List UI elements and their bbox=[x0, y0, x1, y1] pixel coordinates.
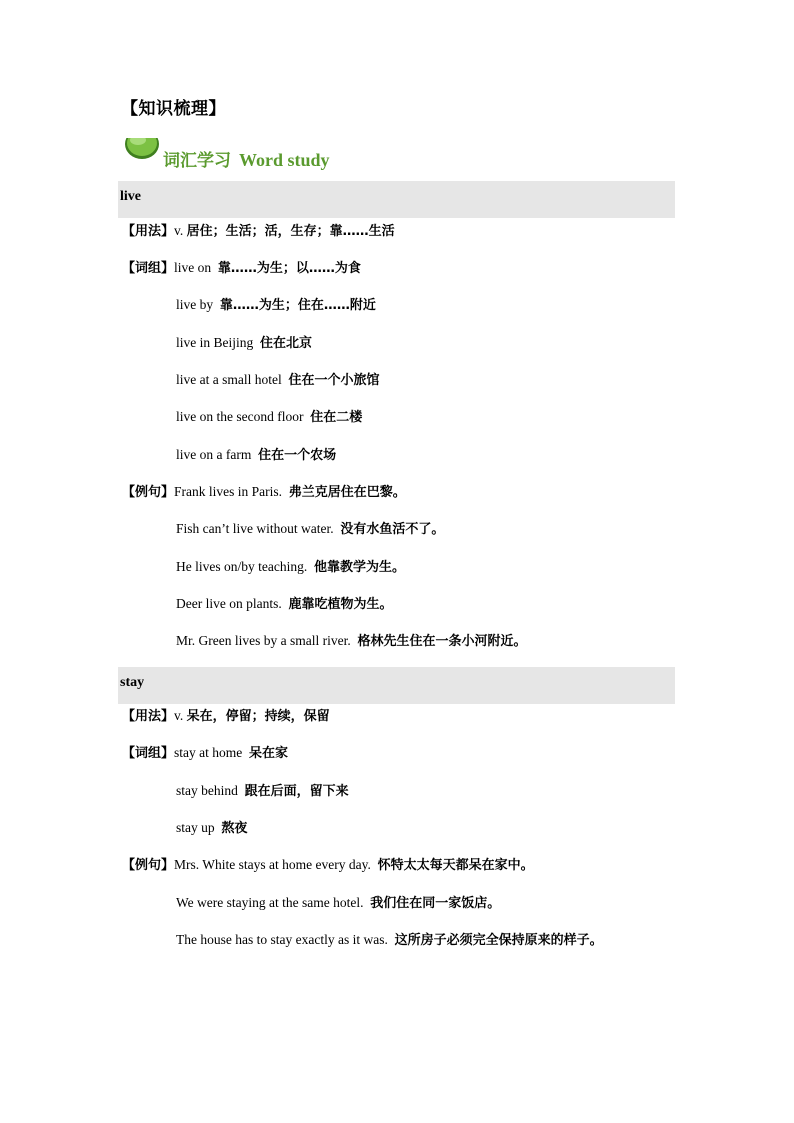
phrase-cn: 住在北京 bbox=[260, 336, 313, 351]
example-en: We were staying at the same hotel. bbox=[176, 895, 364, 910]
example-line bbox=[176, 595, 393, 614]
usage-line bbox=[122, 707, 330, 726]
example-line bbox=[122, 483, 406, 502]
phrase-cn: 靠……为生；以……为食 bbox=[217, 261, 361, 276]
example-line bbox=[176, 931, 603, 950]
word-label: stay bbox=[120, 675, 145, 690]
phrase-cn: 住在一个小旅馆 bbox=[288, 373, 380, 388]
phrase-line bbox=[176, 782, 349, 801]
usage-line bbox=[122, 222, 395, 241]
example-cn: 没有水鱼活不了。 bbox=[340, 522, 445, 537]
usage-pos: v. bbox=[174, 223, 184, 238]
example-cn: 我们住在同一家饭店。 bbox=[370, 896, 501, 911]
example-cn: 格林先生住在一条小河附近。 bbox=[357, 634, 527, 649]
phrase-en: live on a farm bbox=[176, 447, 252, 462]
word-study-title-en: Word study bbox=[239, 150, 330, 170]
word-header-live bbox=[118, 181, 675, 218]
word-header-stay bbox=[118, 667, 675, 704]
phrase-line bbox=[122, 744, 288, 763]
example-line bbox=[176, 632, 526, 651]
phrase-cn: 靠……为生；住在……附近 bbox=[219, 298, 376, 313]
phrase-cn: 跟在后面，留下来 bbox=[244, 784, 349, 799]
phrase-line bbox=[176, 296, 376, 315]
phrase-line bbox=[176, 371, 380, 390]
word-study-title-cn: 词汇学习 bbox=[163, 151, 231, 171]
phrase-cn: 熬夜 bbox=[221, 821, 248, 836]
phrase-en: stay at home bbox=[174, 745, 243, 760]
phrase-en: live at a small hotel bbox=[176, 372, 282, 387]
example-en: Deer live on plants. bbox=[176, 596, 282, 611]
example-line bbox=[176, 558, 405, 577]
phrase-tag: 【词组】 bbox=[122, 746, 175, 761]
phrase-en: stay behind bbox=[176, 783, 238, 798]
phrase-en: stay up bbox=[176, 820, 215, 835]
phrase-en: live on the second floor bbox=[176, 409, 304, 424]
example-en: Fish can’t live without water. bbox=[176, 521, 334, 536]
example-en: Frank lives in Paris. bbox=[174, 484, 283, 499]
phrase-cn: 住在二楼 bbox=[310, 410, 363, 425]
section-title: 【知识梳理】 bbox=[121, 99, 226, 119]
phrase-en: live in Beijing bbox=[176, 335, 254, 350]
example-line bbox=[176, 520, 444, 539]
example-cn: 鹿靠吃植物为生。 bbox=[288, 597, 393, 612]
example-cn: 这所房子必须完全保持原来的样子。 bbox=[394, 933, 603, 948]
usage-tag: 【用法】 bbox=[122, 709, 175, 724]
example-line bbox=[122, 856, 534, 875]
usage-meaning: 呆在，停留；持续，保留 bbox=[186, 709, 330, 724]
green-circle-icon bbox=[124, 138, 160, 162]
usage-pos: v. bbox=[174, 708, 184, 723]
phrase-line bbox=[176, 446, 336, 465]
example-cn: 怀特太太每天都呆在家中。 bbox=[377, 858, 534, 873]
phrase-line bbox=[176, 408, 362, 427]
example-line bbox=[176, 894, 500, 913]
phrase-line bbox=[176, 819, 247, 838]
example-en: Mrs. White stays at home every day. bbox=[174, 857, 371, 872]
usage-tag: 【用法】 bbox=[122, 224, 175, 239]
phrase-line bbox=[176, 334, 312, 353]
usage-meaning: 居住；生活；活，生存；靠……生活 bbox=[186, 224, 395, 239]
phrase-tag: 【词组】 bbox=[122, 261, 175, 276]
example-cn: 弗兰克居住在巴黎。 bbox=[288, 485, 406, 500]
phrase-cn: 住在一个农场 bbox=[258, 448, 337, 463]
example-en: He lives on/by teaching. bbox=[176, 559, 308, 574]
example-en: The house has to stay exactly as it was. bbox=[176, 932, 388, 947]
phrase-en: live by bbox=[176, 297, 214, 312]
phrase-line bbox=[122, 259, 361, 278]
example-tag: 【例句】 bbox=[122, 858, 175, 873]
example-en: Mr. Green lives by a small river. bbox=[176, 633, 351, 648]
word-study-title bbox=[163, 146, 330, 171]
word-label: live bbox=[120, 189, 141, 204]
phrase-en: live on bbox=[174, 260, 212, 275]
example-cn: 他靠教学为生。 bbox=[313, 560, 405, 575]
example-tag: 【例句】 bbox=[122, 485, 175, 500]
phrase-cn: 呆在家 bbox=[249, 746, 289, 761]
